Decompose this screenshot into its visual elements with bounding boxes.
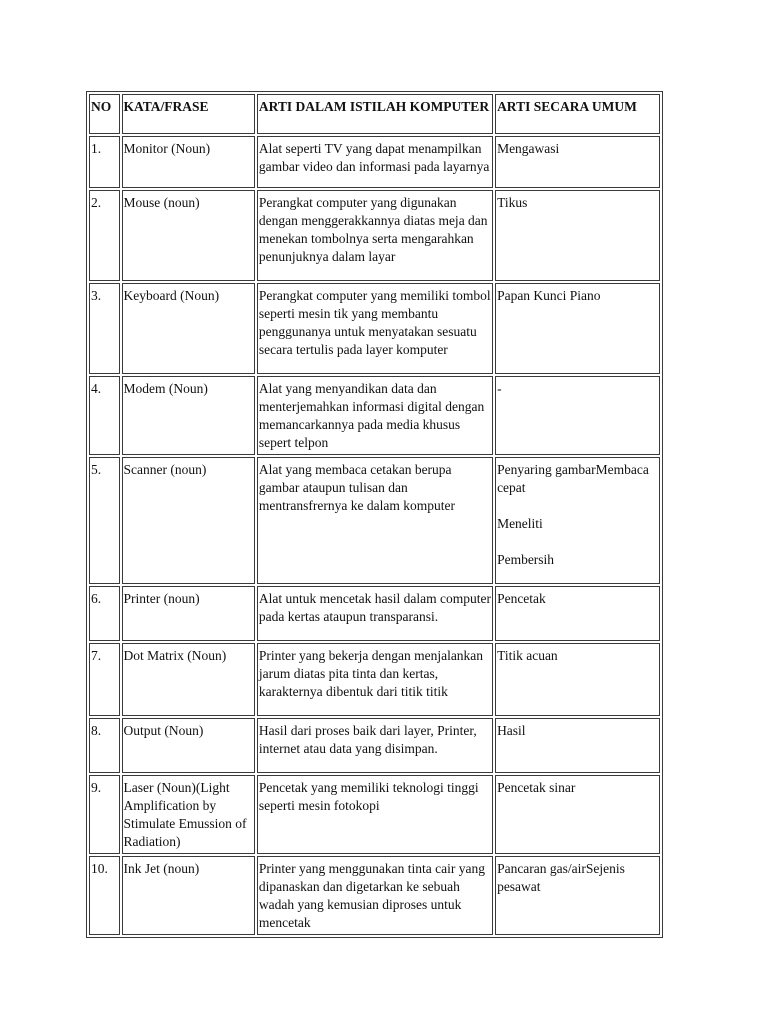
general-meaning-line: Titik acuan: [497, 648, 558, 663]
row-computer-meaning: Hasil dari proses baik dari layer, Printer, internet atau data yang disimpan.: [257, 718, 493, 773]
row-general-meaning: [495, 457, 660, 584]
table-row: [89, 190, 660, 281]
row-word: Monitor (Noun): [122, 136, 255, 188]
row-number: 3.: [89, 283, 120, 374]
general-meaning-line: Meneliti: [497, 516, 543, 531]
row-word: Ink Jet (noun): [122, 856, 255, 935]
row-general-meaning: [495, 643, 660, 716]
table-row: [89, 856, 660, 935]
vocabulary-table: [86, 91, 663, 938]
row-general-meaning: [495, 775, 660, 854]
table-row: [89, 457, 660, 584]
row-number: 1.: [89, 136, 120, 188]
row-general-meaning: [495, 190, 660, 281]
row-word: Output (Noun): [122, 718, 255, 773]
row-computer-meaning: Printer yang menggunakan tinta cair yang dipanaskan dan digetarkan ke sebuah wadah yang kemusian diproses untuk mencetak: [257, 856, 493, 935]
table-body: [89, 136, 660, 935]
table-row: [89, 376, 660, 455]
row-computer-meaning: Alat untuk mencetak hasil dalam computer pada kertas ataupun transparansi.: [257, 586, 493, 641]
row-general-meaning: [495, 376, 660, 455]
row-general-meaning: [495, 718, 660, 773]
row-computer-meaning: Printer yang bekerja dengan menjalankan jarum diatas pita tinta dan kertas, karakternya dibentuk dari titik titik: [257, 643, 493, 716]
row-word: Dot Matrix (Noun): [122, 643, 255, 716]
table-row: [89, 586, 660, 641]
row-number: 10.: [89, 856, 120, 935]
row-word: Scanner (noun): [122, 457, 255, 584]
row-general-meaning: [495, 856, 660, 935]
header-no: NO: [89, 94, 120, 134]
row-computer-meaning: Alat yang menyandikan data dan menterjemahkan informasi digital dengan memancarkannya pada media khusus sepert telpon: [257, 376, 493, 455]
row-word: Printer (noun): [122, 586, 255, 641]
row-general-meaning: [495, 283, 660, 374]
row-computer-meaning: Pencetak yang memiliki teknologi tinggi seperti mesin fotokopi: [257, 775, 493, 854]
row-computer-meaning: Alat yang membaca cetakan berupa gambar ataupun tulisan dan mentransfrernya ke dalam komputer: [257, 457, 493, 584]
table-row: [89, 718, 660, 773]
row-general-meaning: [495, 586, 660, 641]
row-word: Keyboard (Noun): [122, 283, 255, 374]
header-arti-komputer: ARTI DALAM ISTILAH KOMPUTER: [257, 94, 493, 134]
row-number: 5.: [89, 457, 120, 584]
row-computer-meaning: Alat seperti TV yang dapat menampilkan gambar video dan informasi pada layarnya: [257, 136, 493, 188]
table-row: [89, 775, 660, 854]
general-meaning-line: Pembersih: [497, 552, 555, 567]
general-meaning-line: Pancaran gas/airSejenis pesawat: [497, 861, 625, 894]
general-meaning-line: Papan Kunci Piano: [497, 288, 601, 303]
row-computer-meaning: Perangkat computer yang digunakan dengan menggerakkannya diatas meja dan menekan tombolnya serta mengarahkan penunjuknya dalam layar: [257, 190, 493, 281]
general-meaning-line: -: [497, 381, 502, 396]
row-computer-meaning: Perangkat computer yang memiliki tombol seperti mesin tik yang membantu penggunanya untuk menyatakan sesuatu secara tertulis pada layer komputer: [257, 283, 493, 374]
row-word: Laser (Noun)(Light Amplification by Stimulate Emussion of Radiation): [122, 775, 255, 854]
general-meaning-line: Pencetak: [497, 591, 546, 606]
table-row: [89, 283, 660, 374]
row-number: 4.: [89, 376, 120, 455]
header-kata-frase: KATA/FRASE: [122, 94, 255, 134]
general-meaning-line: Penyaring gambarMembaca cepat: [497, 462, 649, 495]
general-meaning-line: Hasil: [497, 723, 526, 738]
row-number: 6.: [89, 586, 120, 641]
general-meaning-line: Tikus: [497, 195, 528, 210]
table-header-row: [89, 94, 660, 134]
row-word: Mouse (noun): [122, 190, 255, 281]
row-word: Modem (Noun): [122, 376, 255, 455]
row-number: 8.: [89, 718, 120, 773]
table-row: [89, 643, 660, 716]
row-general-meaning: [495, 136, 660, 188]
header-arti-umum: ARTI SECARA UMUM: [495, 94, 660, 134]
row-number: 9.: [89, 775, 120, 854]
row-number: 7.: [89, 643, 120, 716]
general-meaning-line: Pencetak sinar: [497, 780, 576, 795]
table-row: [89, 136, 660, 188]
row-number: 2.: [89, 190, 120, 281]
general-meaning-line: Mengawasi: [497, 141, 560, 156]
